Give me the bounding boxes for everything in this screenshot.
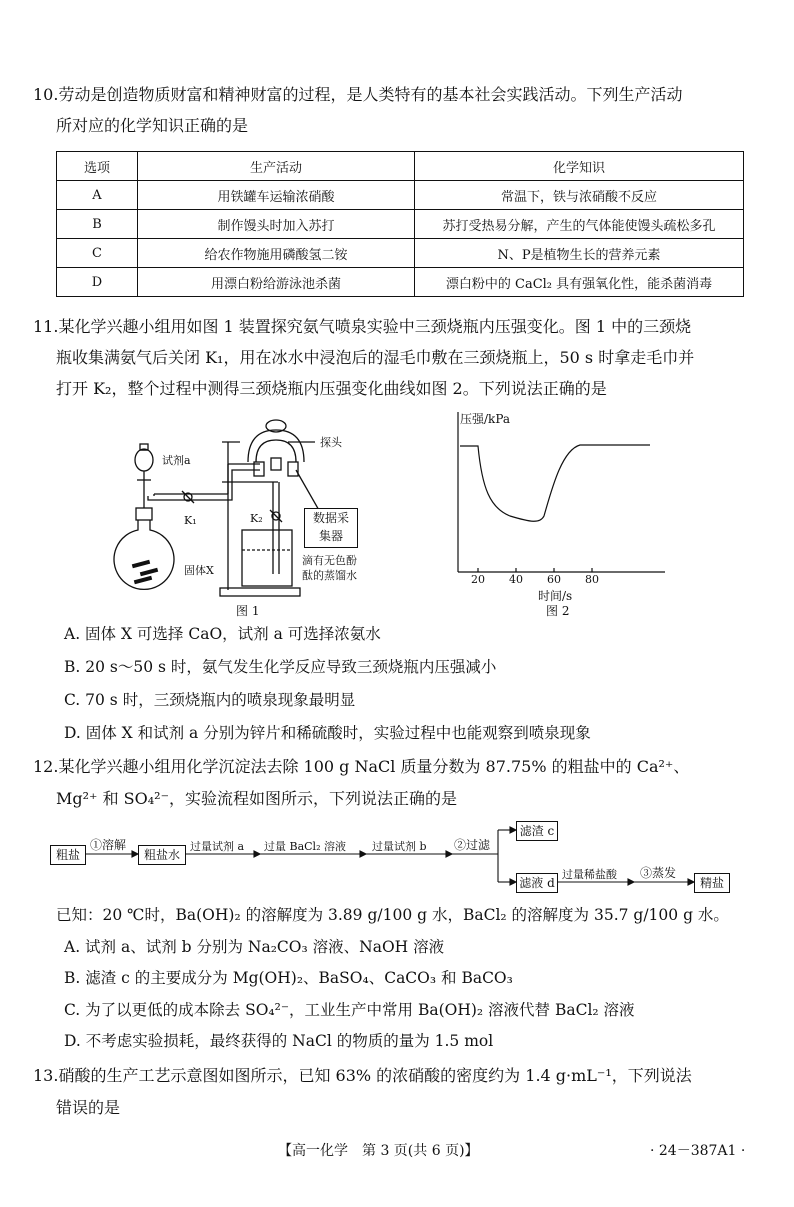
header-activity: 生产活动 xyxy=(138,152,415,181)
q11-option-d: D. 固体 X 和试剂 a 分别为锌片和稀硫酸时，实验过程中也能观察到喷泉现象 xyxy=(64,724,591,742)
k2-label: K₂ xyxy=(250,512,263,525)
phenolphthalein-label-line1: 滴有无色酚 xyxy=(302,554,357,567)
crude-salt-water-box: 粗盐水 xyxy=(138,845,186,865)
cell-knowledge: 常温下，铁与浓硝酸不反应 xyxy=(415,181,744,210)
cell-activity: 给农作物施用磷酸氢二铵 xyxy=(138,239,415,268)
reagent-a-label: 试剂a xyxy=(162,454,191,467)
data-collector-label-line2: 集器 xyxy=(318,529,343,543)
crude-salt-box: 粗盐 xyxy=(50,845,86,865)
q11-stem-line1: 11.某化学兴趣小组用如图 1 装置探究氨气喷泉实验中三颈烧瓶内压强变化。图 1 中的三颈烧 xyxy=(33,317,692,336)
q11-option-b: B. 20 s～50 s 时，氨气发生化学反应导致三颈烧瓶内压强减小 xyxy=(64,658,497,676)
q11-option-a: A. 固体 X 可选择 CaO，试剂 a 可选择浓氨水 xyxy=(64,625,381,643)
x-tick-60: 60 xyxy=(547,573,561,586)
q12-flow-diagram xyxy=(48,818,748,898)
probe-label: 探头 xyxy=(320,436,342,449)
figure-1-caption: 图 1 xyxy=(236,604,260,618)
x-tick-40: 40 xyxy=(509,573,523,586)
table-row xyxy=(57,181,744,210)
q12-option-a: A. 试剂 a、试剂 b 分别为 Na₂CO₃ 溶液、NaOH 溶液 xyxy=(64,938,445,956)
x-axis-label: 时间/s xyxy=(538,589,573,603)
q12-stem-line1: 12.某化学兴趣小组用化学沉淀法去除 100 g NaCl 质量分数为 87.75% 的粗盐中的 Ca²⁺、 xyxy=(33,757,690,776)
page-footer-code: · 24－387A1 · xyxy=(650,1143,746,1159)
x-tick-20: 20 xyxy=(471,573,485,586)
q10-stem-line2: 所对应的化学知识正确的是 xyxy=(56,116,249,135)
x-tick-80: 80 xyxy=(585,573,599,586)
q10-table xyxy=(56,151,744,297)
pure-salt-box: 精盐 xyxy=(694,873,730,893)
cell-knowledge: 漂白粉中的 CaCl₂ 具有强氧化性，能杀菌消毒 xyxy=(415,268,744,297)
figure-2-caption: 图 2 xyxy=(546,604,570,618)
k1-label: K₁ xyxy=(184,514,197,527)
q12-stem-line2: Mg²⁺ 和 SO₄²⁻，实验流程如图所示，下列说法正确的是 xyxy=(56,789,458,808)
page-footer-center: 【高一化学 第 3 页(共 6 页)】 xyxy=(278,1143,479,1159)
q13-stem-line1: 13.硝酸的生产工艺示意图如图所示，已知 63% 的浓硝酸的密度约为 1.4 g·mL⁻¹，下列说法 xyxy=(33,1066,692,1085)
table-header-row xyxy=(57,152,744,181)
flow-step-reagent-a: 过量试剂 a xyxy=(190,840,245,853)
q11-stem-line3: 打开 K₂，整个过程中测得三颈烧瓶内压强变化曲线如图 2。下列说法正确的是 xyxy=(56,379,607,398)
y-axis-label: 压强/kPa xyxy=(460,412,511,426)
cell-knowledge: 苏打受热易分解，产生的气体能使馒头疏松多孔 xyxy=(415,210,744,239)
figure-2-chart xyxy=(440,408,690,618)
data-collector-label-line1: 数据采 xyxy=(312,511,349,525)
q12-known-info: 已知：20 ℃时，Ba(OH)₂ 的溶解度为 3.89 g/100 g 水，BaCl₂ 的溶解度为 35.7 g/100 g 水。 xyxy=(56,906,729,924)
cell-knowledge: N、P是植物生长的营养元素 xyxy=(415,239,744,268)
q11-stem-line2: 瓶收集满氨气后关闭 K₁，用在冰水中浸泡后的湿毛巾敷在三颈烧瓶上，50 s 时拿走毛巾并 xyxy=(56,348,695,367)
q12-option-d: D. 不考虑实验损耗，最终获得的 NaCl 的物质的量为 1.5 mol xyxy=(64,1032,494,1050)
flow-step-filter: ②过滤 xyxy=(454,838,491,852)
residue-c-box: 滤渣 c xyxy=(516,821,558,841)
flow-step-bacl2: 过量 BaCl₂ 溶液 xyxy=(264,840,346,853)
phenolphthalein-label-line2: 酞的蒸馏水 xyxy=(302,569,357,582)
table-row xyxy=(57,239,744,268)
cell-activity: 用漂白粉给游泳池杀菌 xyxy=(138,268,415,297)
filtrate-d-box: 滤液 d xyxy=(516,873,558,893)
q12-option-c: C. 为了以更低的成本除去 SO₄²⁻，工业生产中常用 Ba(OH)₂ 溶液代替 BaCl₂ 溶液 xyxy=(64,1001,635,1019)
header-knowledge: 化学知识 xyxy=(415,152,744,181)
cell-option: A xyxy=(57,181,138,210)
cell-option: D xyxy=(57,268,138,297)
flow-step-hcl: 过量稀盐酸 xyxy=(562,868,617,881)
cell-activity: 用铁罐车运输浓硝酸 xyxy=(138,181,415,210)
cell-option: C xyxy=(57,239,138,268)
q10-stem-line1: 10.劳动是创造物质财富和精神财富的过程，是人类特有的基本社会实践活动。下列生产活动 xyxy=(33,85,683,104)
header-option: 选项 xyxy=(57,152,138,181)
table-row xyxy=(57,268,744,297)
q12-option-b: B. 滤渣 c 的主要成分为 Mg(OH)₂、BaSO₄、CaCO₃ 和 BaCO₃ xyxy=(64,969,513,987)
flow-step-reagent-b: 过量试剂 b xyxy=(372,840,427,853)
q11-option-c: C. 70 s 时，三颈烧瓶内的喷泉现象最明显 xyxy=(64,691,356,709)
solid-x-label: 固体X xyxy=(184,564,214,577)
table-row xyxy=(57,210,744,239)
pressure-curve-plot xyxy=(440,408,690,598)
cell-option: B xyxy=(57,210,138,239)
flow-step-dissolve: ①溶解 xyxy=(90,838,127,852)
flow-step-evaporate: ③蒸发 xyxy=(640,866,677,880)
figure-1-apparatus xyxy=(110,412,410,622)
q13-stem-line2: 错误的是 xyxy=(56,1098,121,1117)
cell-activity: 制作馒头时加入苏打 xyxy=(138,210,415,239)
data-collector-box xyxy=(304,508,358,548)
